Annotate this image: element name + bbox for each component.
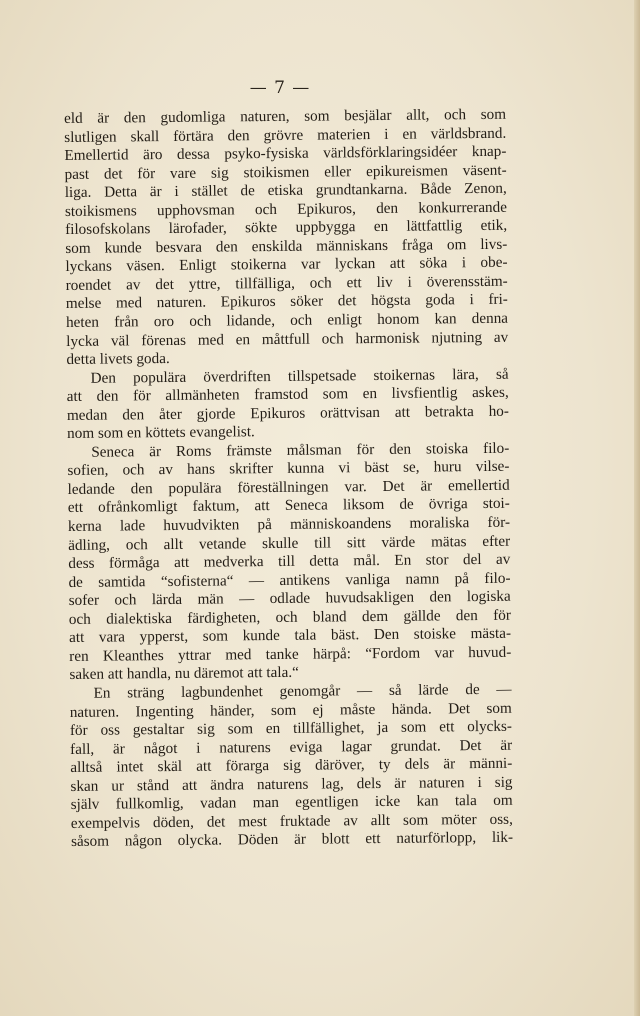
paragraph-1 [64, 106, 508, 370]
text-line: exempelvis döden, det mest fruktade av allt som möter oss, [70, 810, 513, 832]
text-line: att vara ypperst, som kunde tala bäst. Den stoiske mästa- [68, 625, 512, 647]
text-line: Den populära överdriften tillspetsade stoikernas lära, så [90, 365, 509, 387]
text-line: roendet av det yttre, tillfälliga, och ett liv i överensstäm- [65, 272, 508, 294]
text-line: detta livets goda. [66, 350, 170, 369]
text-line: själv fullkomlig, vadan man egentligen icke kan tala om [70, 791, 513, 814]
text-line: melse med naturen. Epikuros söker det högsta goda i fri- [65, 291, 508, 313]
text-line: kerna lade huvudvikten på människoandens moraliska för- [67, 513, 511, 536]
text-line: nom som en köttets evangelist. [67, 423, 255, 443]
text-line: ett ofrånkomligt faktum, att Seneca liksom de övriga stoi- [67, 495, 510, 517]
text-line: eld är den gudomliga naturen, som besjälar allt, och som [64, 105, 507, 127]
text-line: sofien, och av hans skrifter kunna vi bäst se, huru vilse- [67, 458, 510, 480]
text-line: och dialektiska färdigheten, och bland dem gällde den för [68, 606, 511, 628]
paragraph-4 [70, 681, 514, 852]
text-line: fall, är något i naturens eviga lagar grundat. Det är [70, 736, 513, 758]
text-line: skan ur stånd att ändra naturens lag, dels är naturen i sig [70, 773, 513, 795]
text-line: heten från oro och lidande, och enligt honom kan denna [65, 309, 509, 332]
text-line: de samtida “sofisterna“ — antikens vanliga namn på filo- [68, 569, 511, 591]
text-line: lycka väl förenas med en måttfull och harmonisk njutning av [66, 328, 509, 350]
text-line: dess förmåga att medverka till detta mål. En stor del av [68, 550, 511, 573]
text-line: alltså intet skäl att förarga sig däröver, ty dels är männi- [70, 754, 513, 777]
text-line: stoikismens upphovsman och Epikuros, den konkurrerande [64, 198, 508, 220]
text-line: past det för vare sig stoikismen eller epikureismen väsent- [64, 161, 507, 183]
text-line: saken att handla, nu däremot att tala.“ [69, 664, 299, 684]
text-line: för oss gestaltar sig som en tillfällighet, ja som ett olycks- [69, 717, 513, 740]
text-line: filosofskolans lärofader, sökte uppbygga en lättfattlig etik, [65, 217, 508, 239]
text-line: ädling, och allt vetande skulle till sitt värde mätas efter [68, 532, 511, 554]
text-line: liga. Detta är i stället de etiska grundtankarna. Både Zenon, [64, 179, 507, 202]
page-edge-shadow [634, 0, 640, 1016]
text-line: Seneca är Roms främste målsman för den stoiska filo- [91, 439, 510, 461]
text-line: Emellertid äro dessa psyko-fysiska världsförklaringsidéer knap- [64, 142, 507, 165]
text-line: som kunde besvara den enskilda människans fråga om livs- [65, 235, 508, 257]
paragraph-2 [66, 365, 509, 443]
text-line: såsom någon olycka. Döden är blott ett naturförlopp, lik- [70, 829, 514, 851]
body-text [64, 106, 513, 852]
text-line: naturen. Ingenting händer, som ej måste hända. Det som [69, 699, 512, 721]
text-line: medan den åter gjorde Epikuros orättvisan att betrakta ho- [66, 402, 509, 424]
text-line: sofer och lärda män — odlade huvudsakligen den logiska [68, 587, 511, 610]
text-line: slutligen skall förtära den grövre materien i en världsbrand. [64, 124, 507, 146]
text-line: ren Kleanthes yttrar med tanke härpå: “Fordom var huvud- [69, 643, 512, 665]
page-number: — 7 — [249, 78, 311, 98]
text-line: att den för allmänheten framstod som en livsfientlig askes, [66, 383, 509, 406]
text-line: ledande den populära föreställningen var. Det är emellertid [67, 476, 510, 498]
text-line: En sträng lagbundenhet genomgår — så lärde de — [93, 680, 512, 702]
text-line: lyckans väsen. Enligt stoikerna var lyckan att söka i obe- [65, 254, 508, 276]
paragraph-3 [67, 440, 511, 685]
